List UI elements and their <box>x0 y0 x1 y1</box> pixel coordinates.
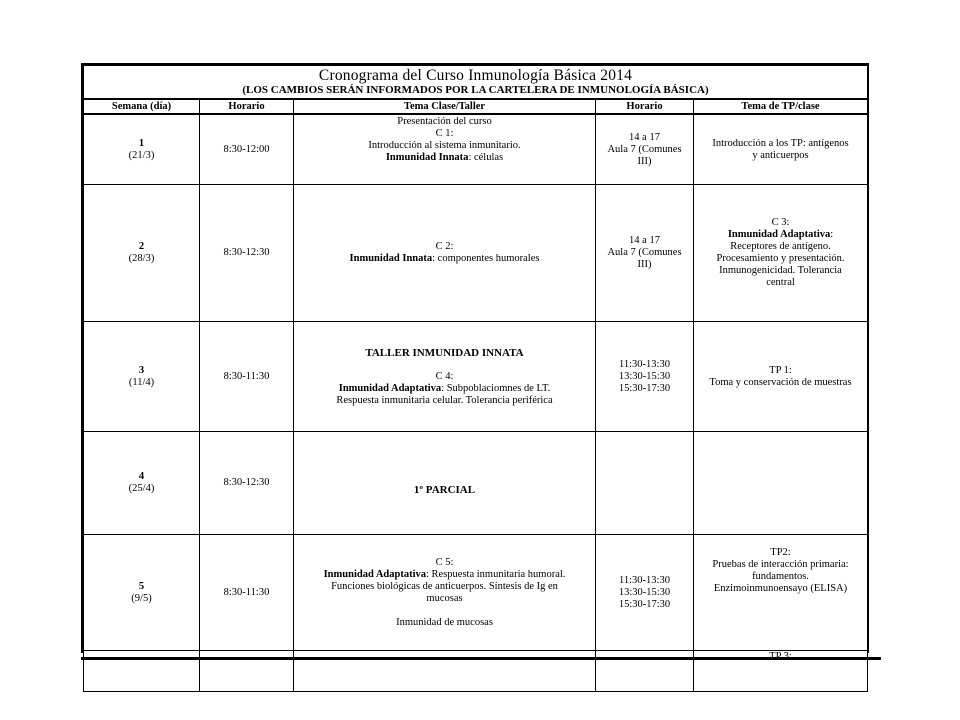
tp-line: Receptores de antígeno. <box>730 241 831 252</box>
col-header-tp-topic: Tema de TP/clase <box>694 99 868 114</box>
class-topic-bold: Inmunidad Innata <box>385 152 469 163</box>
table-row <box>84 185 868 322</box>
tp-time-line: Aula 7 (Comunes <box>607 143 682 155</box>
table-row <box>84 535 868 651</box>
table-row <box>84 114 868 185</box>
class-topic-bold: Inmunidad Adaptativa <box>323 568 427 580</box>
time-cell: 8:30-11:30 <box>200 322 294 432</box>
class-topic-cell <box>294 322 596 432</box>
class-topic-rest: : componentes humorales <box>432 253 540 264</box>
spacer <box>297 605 592 617</box>
col-header-week: Semana (día) <box>84 99 200 114</box>
tp-line: Pruebas de interacción primaria: <box>712 559 849 570</box>
tp-time-cell <box>596 114 694 185</box>
exam-title: 1º PARCIAL <box>413 484 476 496</box>
tp-topic-cell <box>694 322 868 432</box>
class-line: Respuesta inmunitaria celular. Tolerancia periférica <box>336 394 553 406</box>
tp-time-cell <box>596 322 694 432</box>
tp-time-line: 13:30-15:30 <box>618 586 671 598</box>
week-date: (21/3) <box>128 149 155 161</box>
tp-line: Toma y conservación de muestras <box>709 376 852 388</box>
tp-time-line: Aula 7 (Comunes <box>607 247 682 258</box>
tp-line: fundamentos. <box>752 571 809 582</box>
week-date: (11/4) <box>128 376 155 388</box>
header-row <box>84 99 868 114</box>
week-number: 3 <box>138 364 145 376</box>
col-header-time: Horario <box>200 99 294 114</box>
class-topic-rest: : Respuesta inmunitaria humoral. <box>426 568 566 580</box>
class-line: C 2: <box>435 241 454 252</box>
week-number: 2 <box>138 241 145 252</box>
tp-topic-cell <box>694 185 868 322</box>
class-line <box>297 152 592 164</box>
class-line <box>297 383 592 395</box>
tp-line: Procesamiento y presentación. <box>716 253 845 264</box>
class-topic-cell <box>294 185 596 322</box>
tp-line <box>697 229 864 241</box>
tp-line: central <box>766 277 795 288</box>
week-number: 1 <box>138 137 145 149</box>
tp-topic-cell <box>694 535 868 651</box>
week-number: 5 <box>138 580 145 592</box>
time-cell: 8:30-12:30 <box>200 432 294 535</box>
class-topic-cell <box>294 114 596 185</box>
tp-topic-cell <box>694 432 868 535</box>
page-subtitle: (LOS CAMBIOS SERÁN INFORMADOS POR LA CARTELERA DE INMUNOLOGÍA BÁSICA) <box>242 84 709 96</box>
tp-time-line: 14 a 17 <box>629 131 660 143</box>
tp-time-line: 14 a 17 <box>629 235 660 246</box>
tp-line: Inmunogenicidad. Tolerancia <box>719 265 842 276</box>
schedule-document <box>81 63 869 653</box>
tp-line: Introducción a los TP: antígenos <box>712 137 849 149</box>
week-cell <box>84 114 200 185</box>
tp-time-line: 13:30-15:30 <box>618 370 671 382</box>
tp-time-cell <box>596 432 694 535</box>
class-topic-cell <box>294 535 596 651</box>
class-topic-rest: : células <box>468 152 504 163</box>
week-cell <box>84 322 200 432</box>
week-date: (9/5) <box>131 592 152 604</box>
class-topic-bold: Inmunidad Innata <box>349 253 433 264</box>
schedule-table <box>83 65 868 692</box>
tp-line: C 3: <box>771 217 790 228</box>
tp-time-line: III) <box>637 259 652 270</box>
spacer <box>297 359 592 371</box>
class-line: Presentación del curso <box>397 116 492 127</box>
class-line <box>297 253 592 265</box>
tp-time-line: 15:30-17:30 <box>618 598 671 610</box>
tp-topic-rest: : <box>830 229 834 240</box>
class-topic-rest: : Subpoblaciomnes de LT. <box>441 382 551 394</box>
week-date: (25/4) <box>128 483 155 494</box>
tp-topic-cell <box>694 114 868 185</box>
page-title: Cronograma del Curso Inmunología Básica 2014 <box>318 67 633 84</box>
class-line <box>297 569 592 581</box>
class-topic-cell <box>294 432 596 535</box>
tp-time-line: 11:30-13:30 <box>619 358 670 370</box>
tp-line: TP 1: <box>769 364 792 376</box>
table-row <box>84 432 868 535</box>
class-line: Introducción al sistema inmunitario. <box>368 140 521 151</box>
workshop-title: TALLER INMUNIDAD INNATA <box>365 346 524 359</box>
tp-topic-bold: Inmunidad Adaptativa <box>727 229 831 240</box>
tp-time-line: III) <box>637 155 652 167</box>
class-line: Funciones biológicas de anticuerpos. Síntesis de Ig en <box>331 580 558 592</box>
class-line: Inmunidad de mucosas <box>396 616 493 628</box>
time-cell: 8:30-12:30 <box>200 185 294 322</box>
tp-time-cell <box>596 185 694 322</box>
class-line: C 4: <box>435 370 454 382</box>
tp-line: Enzimoinmunoensayo (ELISA) <box>713 583 848 594</box>
class-line: mucosas <box>426 592 463 604</box>
col-header-class-topic: Tema Clase/Taller <box>294 99 596 114</box>
tp-time-line: 11:30-13:30 <box>619 574 670 586</box>
week-date: (28/3) <box>128 253 155 264</box>
class-topic-bold: Inmunidad Adaptativa <box>338 382 442 394</box>
time-cell: 8:30-11:30 <box>200 535 294 651</box>
col-header-time-tp: Horario <box>596 99 694 114</box>
class-line: C 5: <box>435 556 454 568</box>
table-row <box>84 322 868 432</box>
tp-time-line: 15:30-17:30 <box>618 382 671 394</box>
page-bottom-rule <box>81 657 881 660</box>
tp-line: TP2: <box>770 547 791 558</box>
class-line: C 1: <box>435 128 454 139</box>
week-number: 4 <box>138 471 145 482</box>
time-cell: 8:30-12:00 <box>200 114 294 185</box>
week-cell <box>84 185 200 322</box>
week-cell <box>84 535 200 651</box>
tp-time-cell <box>596 535 694 651</box>
title-cell <box>84 66 868 100</box>
tp-line: y anticuerpos <box>752 149 809 161</box>
week-cell <box>84 432 200 535</box>
